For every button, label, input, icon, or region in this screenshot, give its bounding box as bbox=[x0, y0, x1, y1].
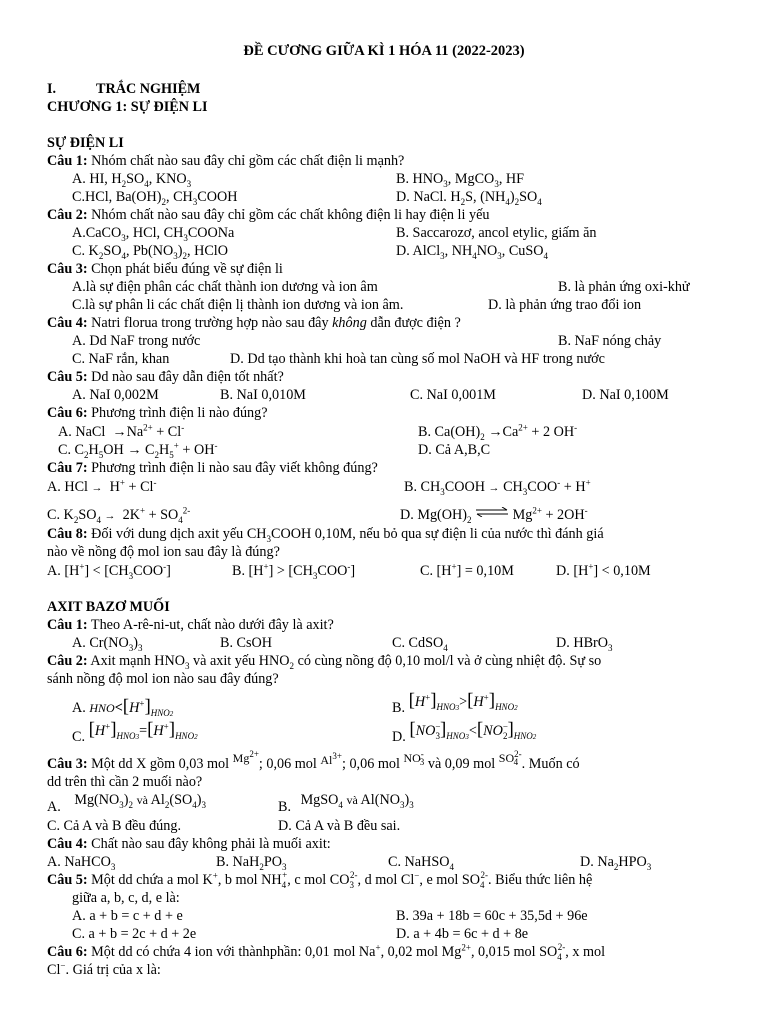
t2-question-5-option-a: A. a + b = c + d + e bbox=[72, 908, 183, 924]
t2-question-4-option-c: C. NaHSO$_4$ bbox=[388, 854, 454, 872]
document-title: ĐỀ CƯƠNG GIỮA KÌ 1 HÓA 11 (2022-2023) bbox=[243, 43, 525, 59]
t2-question-1-stem: Câu 1: Theo A-rê-ni-ut, chất nào dưới đây là axit? bbox=[47, 617, 334, 633]
question-6-option-d: D. Cả A,B,C bbox=[418, 442, 491, 458]
question-8-option-b: B. $[H^+] > [CH_3COO^-]$ bbox=[232, 561, 356, 581]
t2-question-2-option-a: A. $HNO<[H^+]_{HNO2}$ bbox=[72, 696, 174, 718]
t2-question-3-stem-line1: Câu 3: Một dd X gồm 0,03 mol $^{Mg^{2+}}$; 0,06 mol $^{Al^{3+}}$; 0,06 mol $^{NO^-_3}$ và 0,09 mol $^{SO^{2-}_4}$ . Muốn có bbox=[47, 749, 580, 772]
t2-question-5-stem-line2: giữa a, b, c, d, e là: bbox=[72, 890, 180, 906]
question-6-stem: Câu 6: Phương trình điện li nào đúng? bbox=[47, 405, 268, 421]
question-4-option-b: B. NaF nóng chảy bbox=[558, 333, 662, 349]
t2-question-2-stem-line1: Câu 2: Axit mạnh $HNO_3$ và axit yếu $HNO_2$ có cùng nồng độ 0,10 mol/l và ở cùng nhiệt độ. Sự so bbox=[47, 653, 602, 671]
question-5-option-c: C. NaI 0,001M bbox=[410, 387, 496, 403]
t2-question-5-option-d: D. a + 4b = 6c + d + 8e bbox=[396, 926, 529, 942]
chapter-heading: CHƯƠNG 1: SỰ ĐIỆN LI bbox=[47, 99, 208, 115]
question-4-stem: Câu 4: Natri florua trong trường hợp nào sau đây không dẫn được điện ? bbox=[47, 315, 461, 331]
t2-question-3-option-d: D. Cả A và B đều sai. bbox=[278, 818, 401, 834]
question-8-option-c: C. [H+] = 0,10M bbox=[420, 561, 514, 579]
t2-question-2-stem-line2: sánh nồng độ mol ion nào sau đây đúng? bbox=[47, 671, 279, 687]
question-1-option-c: C.HCl, $Ba(OH)_2$, $CH_3COOH$ bbox=[72, 189, 238, 207]
question-4-option-c: C. NaF rắn, khan bbox=[72, 351, 170, 367]
t2-question-4-option-b: B. $NaH_2PO_3$ bbox=[216, 854, 287, 872]
t2-question-1-option-a: A. $Cr(NO_3)_3$ bbox=[72, 635, 143, 653]
question-2-option-b: B. Saccarozơ, ancol etylic, giấm ăn bbox=[396, 225, 597, 241]
t2-question-2-option-d: D. $[NO^-_3]_{HNO3}<[NO^-_2]_{HNO2}$ bbox=[392, 719, 537, 745]
question-7-option-c: C. $K_2SO_4 \to 2K^+ + SO_4^{2-}$ bbox=[47, 505, 191, 525]
question-7-option-b: B. $CH_3COOH \to CH_3COO^- + H^+$ bbox=[404, 477, 591, 497]
question-1-option-d: D. NaCl. $H_2S$, $(NH_4)_2SO_4$ bbox=[396, 189, 542, 207]
question-8-stem-line2: nào về nồng độ mol ion sau đây là đúng? bbox=[47, 544, 280, 560]
t2-question-5-stem-line1: Câu 5: Một dd chứa a mol K+, b mol $NH_4^+$, c mol $CO_3^{2-}$, d mol Cl−, e mol $SO_4^{2-}$. Biểu thức liên hệ bbox=[47, 870, 593, 890]
t2-question-1-option-d: D. HBrO$_3$ bbox=[556, 635, 613, 653]
question-1-option-a: A. HI, $H_2SO_4$, $KNO_3$ bbox=[72, 171, 192, 189]
topic-heading-electrolysis: SỰ ĐIỆN LI bbox=[47, 135, 124, 151]
question-2-option-c: C. $K_2SO_4$, $Pb(NO_3)_2$, HClO bbox=[72, 243, 228, 261]
t2-question-6-stem-line1: Câu 6: Một dd có chứa 4 ion với thànhphần: 0,01 mol Na+, 0,02 mol $Mg^{2+}$, 0,015 mol $SO_4^{2-}$, x mol bbox=[47, 942, 606, 962]
question-8-option-a: A. $[H^+] < [CH_3COO^-]$ bbox=[47, 561, 171, 581]
equilibrium-arrow-icon bbox=[475, 507, 509, 517]
question-7-option-d: D. $Mg(OH)_2$ $Mg^{2+} + 2OH^-$ bbox=[400, 505, 588, 525]
t2-question-1-option-c: C. CdSO$_4$ bbox=[392, 635, 448, 653]
t2-question-4-option-a: A. NaHCO$_3$ bbox=[47, 854, 116, 872]
question-3-option-b: B. là phản ứng oxi-khử bbox=[558, 279, 690, 295]
question-5-option-d: D. NaI 0,100M bbox=[582, 387, 669, 403]
t2-question-5-option-b: B. 39a + 18b = 60c + 35,5d + 96e bbox=[396, 908, 588, 924]
t2-question-3-option-b: B. MgSO$_4$ và $Al(NO_3)_3$ bbox=[278, 792, 414, 815]
question-4-option-d: D. Dd tạo thành khi hoà tan cùng số mol NaOH và HF trong nước bbox=[230, 351, 605, 367]
question-6-option-c: C. $C_2H_5OH \to C_2H_5^+ + OH^-$ bbox=[58, 440, 218, 460]
question-6-option-b: B. $Ca(OH)_2 \to Ca^{2+} + 2$ OH- bbox=[418, 422, 578, 442]
question-5-stem: Câu 5: Dd nào sau đây dẫn điện tốt nhất? bbox=[47, 369, 284, 385]
question-1-option-b: B. $HNO_3$, MgCO$_3$, HF bbox=[396, 171, 525, 189]
question-2-option-a: A.CaCO$_3$, HCl, $CH_3COONa$ bbox=[72, 225, 235, 243]
question-8-option-d: D. [H+] < 0,10M bbox=[556, 561, 651, 579]
question-7-stem: Câu 7: Phương trình điện li nào sau đây viết không đúng? bbox=[47, 460, 378, 476]
t2-question-2-option-c: C. $[H^+]_{HNO3}=[H^+]_{HNO2}$ bbox=[72, 719, 198, 745]
question-2-stem: Câu 2: Nhóm chất nào sau đây chỉ gồm các chất không điện li hay điện li yếu bbox=[47, 207, 490, 223]
section-number: I. bbox=[47, 81, 57, 97]
t2-question-3-stem-line2: dd trên thì cần 2 muối nào? bbox=[47, 774, 203, 790]
t2-question-3-option-a: A. $Mg(NO_3)_2$ và $Al_2(SO_4)_3$ bbox=[47, 792, 206, 815]
question-2-option-d: D. AlCl$_3$, $NH_4NO_3$, CuSO$_4$ bbox=[396, 243, 549, 261]
question-7-option-a: A. HCl → H+ + Cl- bbox=[47, 477, 157, 495]
t2-question-3-option-c: C. Cả A và B đều đúng. bbox=[47, 818, 181, 834]
question-4-option-a: A. Dd NaF trong nước bbox=[72, 333, 201, 349]
t2-question-6-stem-line2: Cl−. Giá trị của x là: bbox=[47, 960, 161, 978]
topic-heading-acid-base-salt: AXIT BAZƠ MUỐI bbox=[47, 599, 170, 615]
section-heading: TRẮC NGHIỆM bbox=[96, 81, 201, 97]
question-1-stem: Câu 1: Nhóm chất nào sau đây chỉ gồm các chất điện li mạnh? bbox=[47, 153, 405, 169]
t2-question-2-option-b: B. $[H^+]_{HNO3}>[H^+]_{HNO2}$ bbox=[392, 690, 518, 716]
t2-question-1-option-b: B. CsOH bbox=[220, 635, 273, 651]
t2-question-4-option-d: D. $Na_2HPO_3$ bbox=[580, 854, 652, 872]
t2-question-4-stem: Câu 4: Chất nào sau đây không phải là muối axit: bbox=[47, 836, 331, 852]
question-3-stem: Câu 3: Chọn phát biểu đúng về sự điện li bbox=[47, 261, 283, 277]
question-3-option-c: C.là sự phân li các chất điện lị thành ion dương và ion âm. bbox=[72, 297, 404, 313]
t2-question-5-option-c: C. a + b = 2c + d + 2e bbox=[72, 926, 197, 942]
question-8-stem-line1: Câu 8: Đối với dung dịch axit yếu $CH_3COOH$ 0,10M, nếu bỏ qua sự điện li của nước thì đánh giá bbox=[47, 526, 604, 544]
question-5-option-b: B. NaI 0,010M bbox=[220, 387, 306, 403]
question-6-option-a: A. NaCl $\to Na^{2+} + Cl^-$ bbox=[58, 422, 185, 440]
question-5-option-a: A. NaI 0,002M bbox=[72, 387, 159, 403]
question-3-option-a: A.là sự điện phân các chất thành ion dương và ion âm bbox=[72, 279, 378, 295]
question-3-option-d: D. là phản ứng trao đổi ion bbox=[488, 297, 642, 313]
